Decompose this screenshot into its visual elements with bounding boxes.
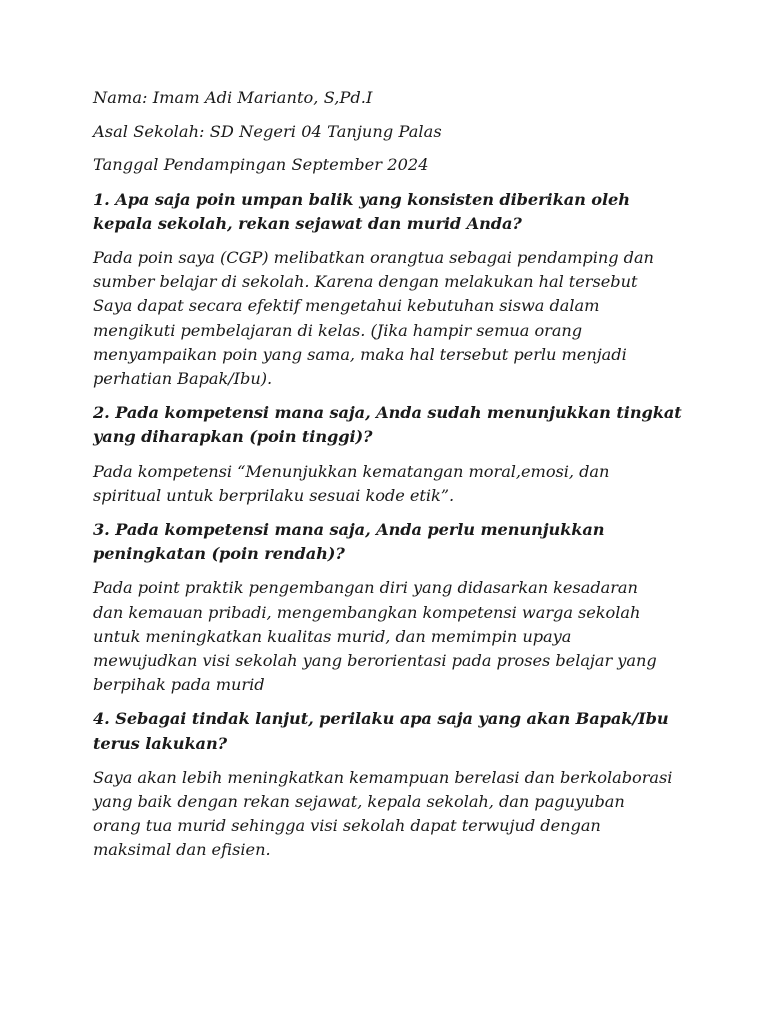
question-line: 3. Pada kompetensi mana saja, Anda perlu menunjukkan	[93, 520, 605, 540]
answer-line: berpihak pada murid	[93, 675, 265, 695]
document-page	[93, 86, 693, 867]
question-4	[93, 707, 693, 755]
question-line: 1. Apa saja poin umpan balik yang konsisten diberikan oleh	[93, 189, 630, 209]
answer-line: orang tua murid sehingga visi sekolah dapat terwujud dengan	[93, 816, 601, 836]
question-line: terus lakukan?	[93, 733, 228, 753]
question-line: 4. Sebagai tindak lanjut, perilaku apa saja yang akan Bapak/Ibu	[93, 709, 669, 729]
section-4	[93, 707, 693, 862]
answer-line: dan kemauan pribadi, mengembangkan kompetensi warga sekolah	[93, 602, 641, 622]
answer-line: maksimal dan efisien.	[93, 840, 271, 860]
asal-sekolah-line: Asal Sekolah: SD Negeri 04 Tanjung Palas	[93, 121, 442, 141]
answer-line: Saya akan lebih meningkatkan kemampuan berelasi dan berkolaborasi	[93, 767, 673, 787]
section-3	[93, 518, 693, 697]
answer-3	[93, 576, 693, 697]
answer-line: mengikuti pembelajaran di kelas. (Jika hampir semua orang	[93, 320, 583, 340]
question-1	[93, 188, 693, 236]
answer-line: Saya dapat secara efektif mengetahui kebutuhan siswa dalam	[93, 296, 600, 316]
question-line: peningkatan (poin rendah)?	[93, 544, 345, 564]
answer-line: sumber belajar di sekolah. Karena dengan melakukan hal tersebut	[93, 272, 638, 292]
section-2	[93, 401, 693, 508]
answer-1	[93, 246, 693, 391]
answer-line: menyampaikan poin yang sama, maka hal tersebut perlu menjadi	[93, 344, 627, 364]
question-line: 2. Pada kompetensi mana saja, Anda sudah menunjukkan tingkat	[93, 403, 682, 423]
answer-4	[93, 766, 693, 863]
answer-line: Pada kompetensi “Menunjukkan kematangan moral,emosi, dan	[93, 461, 610, 481]
answer-2	[93, 460, 693, 508]
nama-line: Nama: Imam Adi Marianto, S,Pd.I	[93, 88, 373, 107]
question-line: kepala sekolah, rekan sejawat dan murid Anda?	[93, 213, 522, 233]
question-2	[93, 401, 693, 449]
answer-line: perhatian Bapak/Ibu).	[93, 369, 273, 389]
tanggal-line: Tanggal Pendampingan September 2024	[93, 155, 429, 175]
answer-line: mewujudkan visi sekolah yang berorientasi pada proses belajar yang	[93, 651, 657, 671]
answer-line: untuk meningkatkan kualitas murid, dan memimpin upaya	[93, 626, 572, 646]
answer-line: yang baik dengan rekan sejawat, kepala sekolah, dan paguyuban	[93, 792, 625, 812]
question-3	[93, 518, 693, 566]
question-line: yang diharapkan (poin tinggi)?	[93, 427, 373, 447]
answer-line: Pada point praktik pengembangan diri yang didasarkan kesadaran	[93, 578, 638, 598]
answer-line: spiritual untuk berprilaku sesuai kode etik”.	[93, 485, 455, 505]
answer-line: Pada poin saya (CGP) melibatkan orangtua sebagai pendamping dan	[93, 248, 654, 268]
section-1	[93, 188, 693, 392]
